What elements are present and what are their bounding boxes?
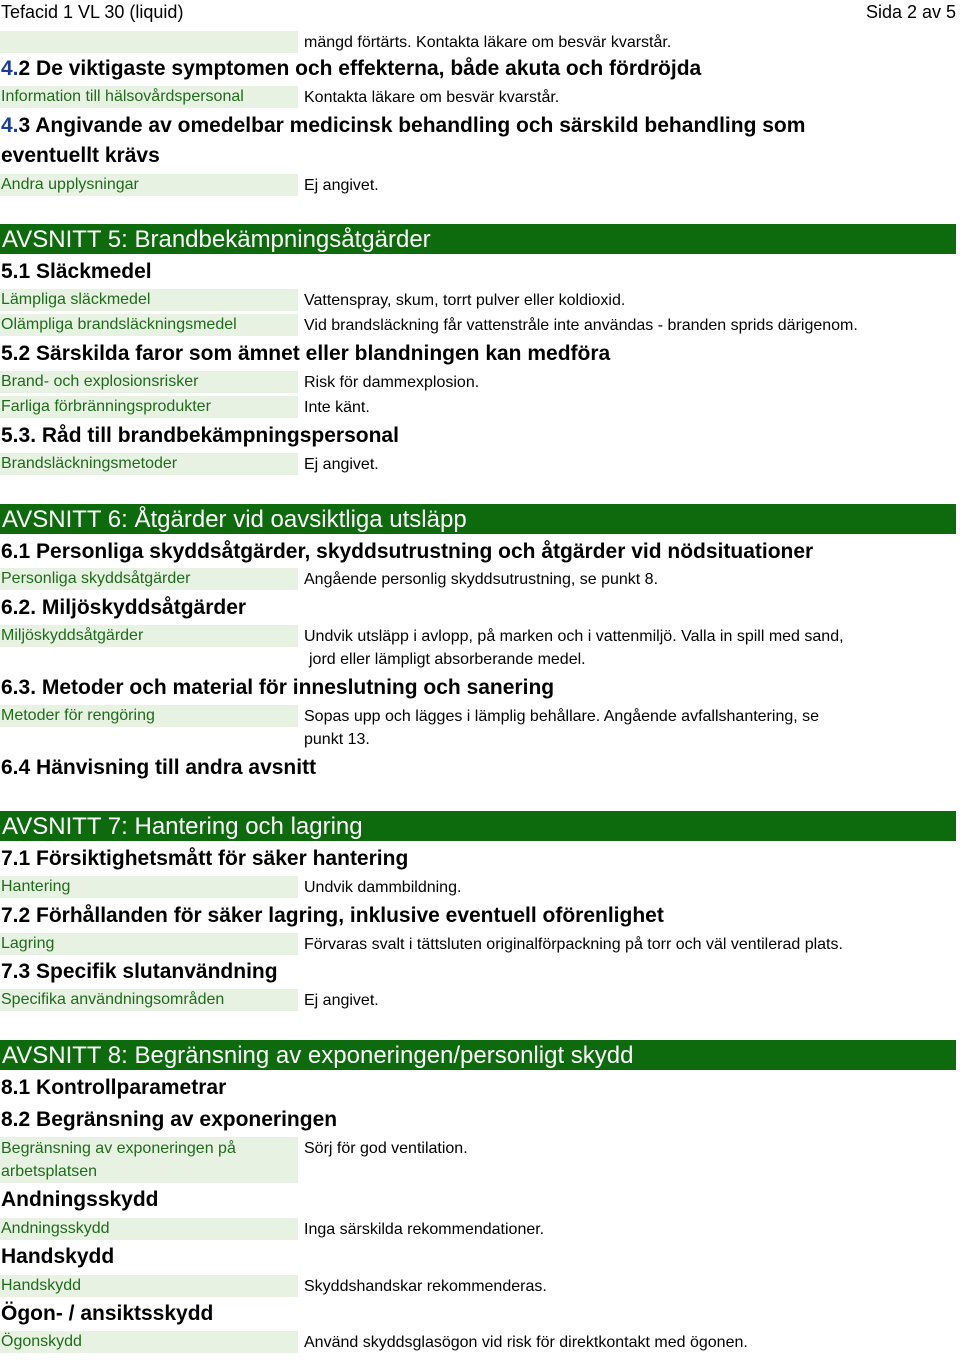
cleanup-methods-value-line1: Sopas upp och lägges i lämplig behållare. Angående avfallshantering, se bbox=[304, 708, 820, 725]
fire-explosion-value: Risk för dammexplosion. bbox=[304, 374, 480, 391]
cleanup-methods-label: Metoder för rengöring bbox=[0, 705, 298, 727]
personal-precautions-value: Angående personlig skyddsutrustning, se punkt 8. bbox=[304, 571, 659, 588]
continued-value: mängd förtärts. Kontakta läkare om besvär kvarstår. bbox=[304, 34, 672, 51]
combustion-products-label: Farliga förbränningsprodukter bbox=[0, 396, 298, 418]
subheading-5-2: 5.2 Särskilda faror som ämnet eller blandningen kan medföra bbox=[1, 342, 611, 365]
subheading-respiratory: Andningsskydd bbox=[1, 1188, 159, 1211]
eye-protection-value: Använd skyddsglasögon vid risk för direktkontakt med ögonen. bbox=[304, 1334, 748, 1351]
workplace-exposure-label: Begränsning av exponeringen på arbetsplatsen bbox=[0, 1137, 298, 1183]
suitable-extinguishing-label: Lämpliga släckmedel bbox=[0, 289, 298, 311]
subheading-6-4: 6.4 Hänvisning till andra avsnitt bbox=[1, 756, 317, 779]
cleanup-methods-value-line2: punkt 13. bbox=[304, 731, 370, 748]
eye-protection-label: Ögonskydd bbox=[0, 1331, 298, 1353]
unsuitable-extinguishing-label: Olämpliga brandsläckningsmedel bbox=[0, 314, 298, 336]
other-info-value: Ej angivet. bbox=[304, 177, 379, 194]
firefighting-methods-value: Ej angivet. bbox=[304, 456, 379, 473]
page-number: Sida 2 av 5 bbox=[865, 2, 956, 22]
subheading-6-2: 6.2. Miljöskyddsåtgärder bbox=[1, 596, 247, 619]
environmental-precautions-value-line2: jord eller lämpligt absorberande medel. bbox=[309, 651, 586, 668]
combustion-products-value: Inte känt. bbox=[304, 399, 370, 416]
hand-protection-label: Handskydd bbox=[0, 1275, 298, 1297]
section-6-header: AVSNITT 6: Åtgärder vid oavsiktliga utsläpp bbox=[0, 504, 956, 534]
subheading-5-1: 5.1 Släckmedel bbox=[1, 260, 152, 283]
respiratory-label: Andningsskydd bbox=[0, 1218, 298, 1240]
unsuitable-extinguishing-value: Vid brandsläckning får vattenstråle inte användas - branden sprids därigenom. bbox=[304, 317, 858, 334]
firefighting-methods-label: Brandsläckningsmetoder bbox=[0, 453, 298, 475]
handling-label: Hantering bbox=[0, 876, 298, 898]
info-health-value: Kontakta läkare om besvär kvarstår. bbox=[304, 89, 560, 106]
workplace-exposure-value: Sörj för god ventilation. bbox=[304, 1140, 468, 1157]
storage-label: Lagring bbox=[0, 933, 298, 955]
storage-value: Förvaras svalt i tättsluten originalförpackning på torr och väl ventilerad plats. bbox=[304, 936, 843, 953]
section-7-header: AVSNITT 7: Hantering och lagring bbox=[0, 811, 956, 841]
subheading-4-3: 4.3 Angivande av omedelbar medicinsk behandling och särskild behandling som bbox=[1, 114, 806, 137]
respiratory-value: Inga särskilda rekommendationer. bbox=[304, 1221, 545, 1238]
subheading-hand-protection: Handskydd bbox=[1, 1245, 115, 1268]
subheading-7-2: 7.2 Förhållanden för säker lagring, inklusive eventuell oförenlighet bbox=[1, 904, 664, 927]
personal-precautions-label: Personliga skyddsåtgärder bbox=[0, 568, 298, 590]
environmental-precautions-label: Miljöskyddsåtgärder bbox=[0, 625, 298, 647]
suitable-extinguishing-value: Vattenspray, skum, torrt pulver eller koldioxid. bbox=[304, 292, 626, 309]
subheading-4-3-line2: eventuellt krävs bbox=[1, 144, 160, 167]
subheading-6-1: 6.1 Personliga skyddsåtgärder, skyddsutrustning och åtgärder vid nödsituationer bbox=[1, 540, 814, 563]
fire-explosion-label: Brand- och explosionsrisker bbox=[0, 371, 298, 393]
info-health-label: Information till hälsovårdspersonal bbox=[0, 86, 298, 108]
specific-uses-label: Specifika användningsområden bbox=[0, 989, 298, 1011]
hand-protection-value: Skyddshandskar rekommenderas. bbox=[304, 1278, 547, 1295]
document-title: Tefacid 1 VL 30 (liquid) bbox=[1, 2, 184, 22]
subheading-8-1: 8.1 Kontrollparametrar bbox=[1, 1076, 227, 1099]
handling-value: Undvik dammbildning. bbox=[304, 879, 462, 896]
subheading-7-3: 7.3 Specifik slutanvändning bbox=[1, 960, 278, 983]
label-cell-continued bbox=[0, 31, 298, 53]
other-info-label: Andra upplysningar bbox=[0, 174, 298, 196]
section-5-header: AVSNITT 5: Brandbekämpningsåtgärder bbox=[0, 224, 956, 254]
subheading-5-3: 5.3. Råd till brandbekämpningspersonal bbox=[1, 424, 399, 447]
section-8-header: AVSNITT 8: Begränsning av exponeringen/personligt skydd bbox=[0, 1040, 956, 1070]
subheading-6-3: 6.3. Metoder och material för inneslutning och sanering bbox=[1, 676, 555, 699]
subheading-8-2: 8.2 Begränsning av exponeringen bbox=[1, 1108, 338, 1131]
environmental-precautions-value-line1: Undvik utsläpp i avlopp, på marken och i vattenmiljö. Valla in spill med sand, bbox=[304, 628, 844, 645]
specific-uses-value: Ej angivet. bbox=[304, 992, 379, 1009]
subheading-4-2: 4.2 De viktigaste symptomen och effekterna, både akuta och fördröjda bbox=[1, 57, 702, 80]
subheading-7-1: 7.1 Försiktighetsmått för säker hantering bbox=[1, 847, 409, 870]
subheading-eye-protection: Ögon- / ansiktsskydd bbox=[1, 1302, 214, 1325]
